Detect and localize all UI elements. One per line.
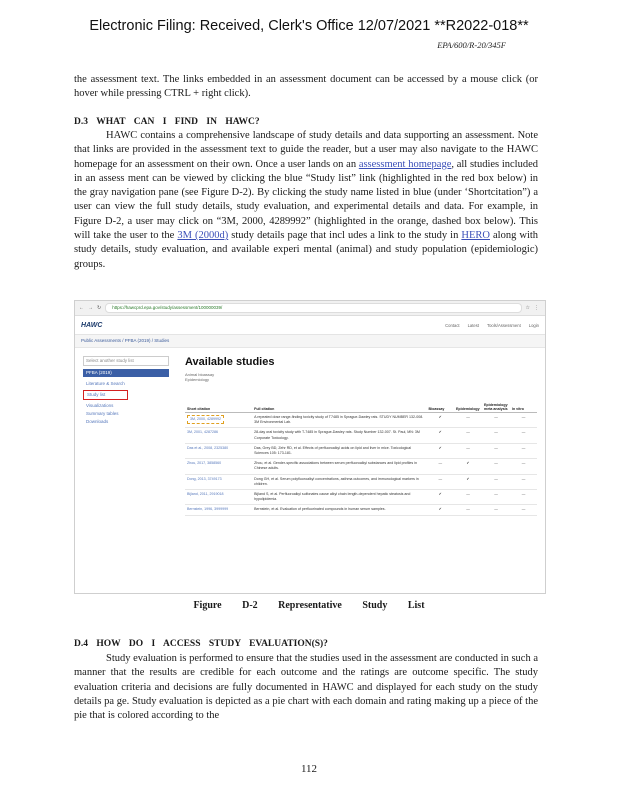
full-citation: Zhou, et al. Gender-specific associations between serum perfluoroalkyl substances and lipid profiles in Chinese adults. [252, 459, 426, 474]
reload-icon[interactable]: ↻ [97, 305, 102, 311]
column-header[interactable]: Epidemiology [454, 402, 482, 413]
full-citation: Bijland S, et al. Perfluoroalkyl sulfonates cause alkyl chain length-dependent hepatic steatosis and hypolipidemia. [252, 490, 426, 505]
invitro-flag: — [510, 474, 537, 489]
page-title: Available studies [185, 356, 275, 368]
d3-text-4: along with study details, study evaluation, and available experi mental (animal) and study population (epidemiologic) groups. [74, 230, 539, 270]
table-row [185, 490, 537, 505]
nav-link-contact[interactable]: Contact [445, 322, 460, 328]
table-row [185, 459, 537, 474]
invitro-flag: — [510, 413, 537, 428]
full-citation: Das, Grey BD, Zehr RD, et al. Effects of perfluoroalkyl acids on lipid and liver in mice. Toxicological Sciences 105: 173-181. [252, 443, 426, 458]
meta-flag: — [482, 505, 510, 515]
menu-icon[interactable]: ⋮ [534, 305, 539, 311]
study-type-filter [185, 372, 537, 382]
sidebar-item-downloads[interactable]: Downloads [86, 419, 109, 424]
nav-link-login[interactable]: Login [528, 322, 539, 328]
table-row [185, 428, 537, 443]
table-row [185, 505, 537, 515]
full-citation: A repeated dose range-finding toxicity study of T7485 in Sprague-Dawley rats. STUDY NUMBER 132-008. 3M Environmental Lab. [252, 413, 426, 428]
meta-flag: — [482, 459, 510, 474]
epi-flag: — [454, 505, 482, 515]
invitro-flag: — [510, 490, 537, 505]
assessment-homepage-link[interactable]: assessment homepage [358, 158, 452, 170]
section-d4-heading: D.4 HOW DO I ACCESS STUDY EVALUATION(S)? [74, 639, 328, 649]
study-link[interactable]: Dong, 2013, 3749173 [185, 474, 252, 489]
sidebar-item-summary-tables[interactable]: Summary tables [86, 411, 119, 416]
invitro-flag: — [510, 505, 537, 515]
hawc-logo[interactable]: HAWC [81, 321, 103, 329]
study-list-select[interactable]: Select another study list [83, 356, 169, 366]
full-citation: Dong GH, et al. Serum polyfluoroalkyl concentrations, asthma outcomes, and immunological markers in children. [252, 474, 426, 489]
table-row [185, 474, 537, 489]
column-header[interactable]: Bioassay [427, 402, 454, 413]
forward-icon[interactable]: → [88, 305, 93, 311]
invitro-flag: — [510, 428, 537, 443]
meta-flag: — [482, 443, 510, 458]
epi-flag: — [454, 443, 482, 458]
bioassay-flag: ✔ [427, 413, 454, 428]
bioassay-flag: ✔ [427, 505, 454, 515]
column-header[interactable]: In vitro [510, 402, 537, 413]
full-citation: Bernstein, et al. Evaluation of perfluorinated compounds in human serum samples. [252, 505, 426, 515]
page-number: 112 [300, 763, 318, 775]
study-list-screenshot [74, 300, 546, 594]
figure-caption: Figure D-2 Representative Study List [193, 600, 425, 611]
sidebar-item-assessment[interactable]: PFBA (2019) [83, 369, 169, 377]
sidebar-item-visualizations[interactable]: Visualizations [86, 403, 114, 408]
meta-flag: — [482, 428, 510, 443]
table-row [185, 443, 537, 458]
filter-option[interactable]: Epidemiology [185, 377, 210, 382]
filing-header: Electronic Filing: Received, Clerk's Office 12/07/2021 **R2022-018** [89, 18, 529, 34]
epi-flag: — [454, 428, 482, 443]
meta-flag: — [482, 474, 510, 489]
hero-link[interactable]: HERO [461, 230, 490, 242]
table-row [185, 413, 537, 428]
browser-toolbar [75, 301, 545, 316]
nav-links [445, 323, 539, 328]
meta-flag: — [482, 490, 510, 505]
epi-flag: — [454, 413, 482, 428]
section-d3-paragraph [74, 129, 538, 272]
invitro-flag: — [510, 459, 537, 474]
full-citation: 28-day oral toxicity study with T-7485 in Sprague-Dawley rats. Study Number 132-007. St. Paul, MN: 3M Corporate Toxicology. [252, 428, 426, 443]
studies-table [185, 402, 537, 516]
study-link[interactable]: 3M, 2000, 4289992 [187, 415, 224, 424]
filter-option[interactable]: Animal bioassay [185, 372, 215, 377]
breadcrumb[interactable]: Public Assessments / PFBA (2019) / Studies [75, 335, 545, 348]
section-d4-paragraph: Study evaluation is performed to ensure that the studies used in the assessment are conducted in such a manner that the results are credible for each outcome and the ratings are outcome specific. The study evaluation criteria and decisions are fully documented in HAWC and displayed for each study on the study details pa ge. Study evaluation is depicted as a pie chart with each domain and rating making up a piece of the pie that is colored according to the [74, 653, 538, 722]
bioassay-flag: — [427, 474, 454, 489]
study-link[interactable]: Bijland, 2011, 2919018 [185, 490, 252, 505]
bioassay-flag: — [427, 459, 454, 474]
main-content [185, 356, 537, 516]
column-header[interactable]: Short citation [185, 402, 252, 413]
address-bar[interactable]: https://hawcprd.epa.gov/study/assessment/100000039/ [105, 303, 521, 313]
back-icon[interactable]: ← [79, 305, 84, 311]
bioassay-flag: ✔ [427, 490, 454, 505]
section-d3-heading: D.3 WHAT CAN I FIND IN HAWC? [74, 117, 260, 127]
bioassay-flag: ✔ [427, 443, 454, 458]
d3-text-2: , all studies included in an assess ment can be viewed by clicking the blue “Study list” link (highlighted in the red box below) in the gray navigation pane (see Figure D-2). By clicking the study name listed in blue (under ‘Shortcitation”) a user can view the full study details, study evaluation, and experimental details and data. For example, in Figure D-2, a user may click on “3M, 2000, 4289992” (highlighted in the orange, dashed box below). This will take the user to the [74, 158, 538, 242]
document-id: EPA/600/R-20/345F [437, 40, 506, 50]
hawc-top-nav [75, 316, 545, 335]
study-link[interactable]: Zhou, 2017, 3858560 [185, 459, 252, 474]
epi-flag: — [454, 490, 482, 505]
d3-text-3: study details page that incl udes a link to the study in [231, 230, 459, 242]
study-link[interactable]: Bernstein, 1996, 3999999 [185, 505, 252, 515]
navigation-pane [83, 356, 169, 426]
nav-link-latest[interactable]: Latest [467, 322, 479, 328]
intro-paragraph: the assessment text. The links embedded in an assessment document can be accessed by a mouse click (or hover while pressing CTRL + right click). [74, 74, 538, 100]
study-link[interactable]: Das et al., 2008, 2325380 [185, 443, 252, 458]
d3-text-1: HAWC contains a comprehensive landscape of study details and data supporting an assessment. Note that links are provided in the assessment text to guide the reader, but a user may also navigate to the HAWC homepage for an assessment on their own. Once a user lands on an [74, 130, 538, 170]
nav-link-tools[interactable]: Tools/Assessment [487, 322, 521, 328]
sidebar-item-literature[interactable]: Literature & Search [86, 381, 125, 386]
meta-flag: — [482, 413, 510, 428]
bioassay-flag: ✔ [427, 428, 454, 443]
column-header[interactable]: Epidemiology meta analysis [482, 402, 510, 413]
star-icon[interactable]: ☆ [525, 305, 530, 311]
epi-flag: ✔ [454, 474, 482, 489]
study-3m-2000d-link[interactable]: 3M (2000d) [177, 230, 229, 242]
study-link[interactable]: 3M, 2001, 4287286 [185, 428, 252, 443]
sidebar-item-study-list[interactable]: Study list [83, 390, 128, 400]
epi-flag: ✔ [454, 459, 482, 474]
invitro-flag: — [510, 443, 537, 458]
column-header[interactable]: Full citation [252, 402, 426, 413]
